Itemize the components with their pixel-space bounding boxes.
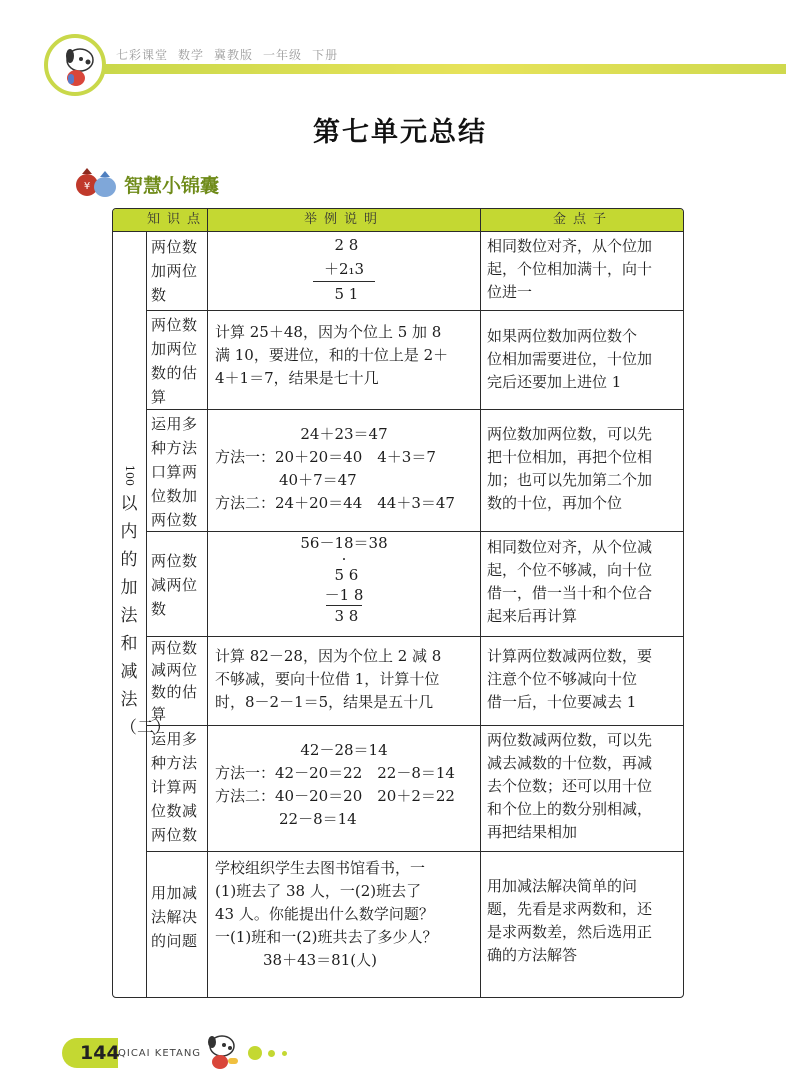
example-line: 一(1)班和一(2)班共去了多少人？ — [215, 928, 438, 946]
row-2-knowledge — [149, 313, 207, 409]
tip-line: 题，先看是求两数和，还 — [487, 900, 653, 918]
tip-line: 再把结果相加 — [487, 823, 578, 841]
header-subject: 数学 — [178, 48, 205, 62]
table-header — [113, 209, 683, 232]
example-line: 43 人。你能提出什么数学问题？ — [215, 905, 434, 923]
example-line: 56－18＝38 — [300, 534, 388, 552]
row-divider — [146, 636, 683, 637]
kp-line: 两位数 — [151, 826, 198, 844]
kp-line: 位数减 — [151, 802, 198, 820]
page-title: 第七单元总结 — [313, 117, 487, 148]
tip-line: 用加减法解决简单的问 — [487, 877, 638, 895]
tip-line: 起，个位不够减，向十位 — [487, 561, 653, 579]
dog-mascot-icon — [198, 1030, 246, 1072]
column-divider — [207, 209, 208, 997]
borrow-dot: · — [341, 550, 347, 568]
example-line: 24＋23＝47 — [300, 425, 388, 443]
header-volume: 下册 — [312, 48, 339, 62]
unit-number: 100 — [123, 465, 136, 486]
example-line: 22－8＝14 — [279, 810, 357, 828]
tip-line: 加；也可以先加第二个加 — [487, 471, 653, 489]
header-book-info — [116, 46, 348, 63]
row-1-example — [209, 233, 479, 306]
vertical-minuend: 5 6 — [329, 566, 359, 584]
kp-line: 种方法 — [151, 439, 198, 457]
kp-line: 减两位 — [151, 576, 198, 594]
example-line: 40＋7＝47 — [279, 471, 357, 489]
tip-line: 位进一 — [487, 283, 533, 301]
kp-line: 种方法 — [151, 754, 198, 772]
column-divider — [146, 231, 147, 997]
vertical-addend: 2 8 — [329, 236, 359, 254]
row-4-knowledge — [149, 549, 207, 621]
row-5-tip — [483, 645, 681, 714]
vertical-addend: ＋2₁3 — [323, 260, 365, 278]
kp-line: 两位数 — [151, 511, 198, 529]
row-7-example — [209, 857, 479, 972]
kp-line: 用加减 — [151, 884, 198, 902]
tip-line: 把十位相加，再把个位相 — [487, 448, 653, 466]
kp-line: 两位数 — [151, 238, 198, 256]
example-line: 方法二：24＋20＝44 44＋3＝47 — [215, 494, 455, 512]
tip-line: 起，个位相加满十，向十 — [487, 260, 653, 278]
decorative-dot — [248, 1046, 262, 1060]
kp-line: 两位数 — [151, 552, 198, 570]
tip-line: 注意个位不够减向十位 — [487, 670, 638, 688]
row-6-example — [209, 739, 479, 831]
example-line: 时，8－2－1＝5，结果是五十几 — [215, 693, 434, 711]
summary-table — [112, 208, 684, 998]
kp-line: 法解决 — [151, 908, 198, 926]
kp-line: 计算两 — [151, 778, 198, 796]
header-series: 七彩课堂 — [116, 48, 169, 62]
kp-line: 数 — [151, 600, 167, 618]
tip-line: 如果两位数加两位数个 — [487, 327, 638, 345]
example-line: 方法一：20＋20＝40 4＋3＝7 — [215, 448, 436, 466]
decorative-dot — [282, 1051, 287, 1056]
row-3-tip — [483, 423, 681, 515]
tip-line: 完后还要加上进位 1 — [487, 373, 622, 391]
row-1-tip — [483, 235, 681, 304]
kp-line: 口算两 — [151, 463, 198, 481]
row-divider — [146, 409, 683, 410]
example-line: 42－28＝14 — [300, 741, 388, 759]
tip-line: 去个位数；还可以用十位 — [487, 777, 653, 795]
tip-line: 借一后，十位要减去 1 — [487, 693, 637, 711]
example-line: 学校组织学生去图书馆看书，一 — [215, 859, 426, 877]
header-color-bar — [96, 64, 786, 74]
kp-line: 数的估 — [151, 683, 198, 701]
tip-line: 计算两位数减两位数，要 — [487, 647, 653, 665]
kp-line: 位数加 — [151, 487, 198, 505]
vertical-sum: 5 1 — [329, 285, 359, 303]
example-line: 方法二：40－20＝20 20＋2＝22 — [215, 787, 455, 805]
money-bag-icon — [74, 166, 120, 200]
unit-title-text: 以内的加法和减法（二） — [120, 494, 171, 738]
row-2-tip — [483, 325, 681, 394]
footer-brand: QICAI KETANG — [118, 1048, 202, 1059]
row-2-example — [209, 321, 479, 390]
kp-line: 运用多 — [151, 415, 198, 433]
kp-line: 两位数 — [151, 316, 198, 334]
tip-line: 起来后再计算 — [487, 607, 578, 625]
decorative-dot — [268, 1050, 275, 1057]
row-3-knowledge — [149, 412, 207, 532]
example-line: 计算 82－28，因为个位上 2 减 8 — [215, 647, 442, 665]
example-line: (1)班去了 38 人，一(2)班去了 — [215, 882, 422, 900]
tip-line: 相同数位对齐，从个位加 — [487, 237, 653, 255]
row-5-example — [209, 645, 479, 714]
row-5-knowledge — [149, 637, 207, 725]
column-divider — [480, 209, 481, 997]
tip-line: 借一，借一当十和个位合 — [487, 584, 653, 602]
tip-line: 减去减数的十位数，再减 — [487, 754, 653, 772]
example-line: 不够减，要向十位借 1，计算十位 — [215, 670, 440, 688]
kp-line: 算 — [151, 705, 167, 723]
vertical-subtrahend: －1 8 — [324, 586, 364, 604]
tip-line: 位相加需要进位，十位加 — [487, 350, 653, 368]
row-divider — [146, 531, 683, 532]
tip-line: 和个位上的数分别相减， — [487, 800, 653, 818]
column-header-tip: 金点子 — [552, 212, 613, 227]
tip-line: 相同数位对齐，从个位减 — [487, 538, 653, 556]
row-4-example — [209, 533, 479, 626]
example-line: 满 10，要进位，和的十位上是 2＋ — [215, 346, 449, 364]
section-title: 智慧小锦囊 — [124, 175, 220, 197]
example-line: 方法一：42－20＝22 22－8＝14 — [215, 764, 455, 782]
kp-line: 数的估 — [151, 364, 198, 382]
dog-mascot-icon — [54, 40, 104, 90]
tip-line: 数的十位，再加个位 — [487, 494, 623, 512]
kp-line: 数 — [151, 286, 167, 304]
kp-line: 运用多 — [151, 730, 198, 748]
row-6-knowledge — [149, 727, 207, 847]
row-3-example — [209, 423, 479, 515]
kp-line: 加两位 — [151, 262, 198, 280]
tip-line: 两位数减两位数，可以先 — [487, 731, 653, 749]
column-header-knowledge: 知识点 — [147, 212, 208, 227]
unit-title — [117, 465, 171, 742]
column-header-example: 举例说明 — [303, 212, 384, 227]
row-6-tip — [483, 729, 681, 844]
vertical-difference: 3 8 — [329, 607, 359, 625]
header-edition: 冀教版 — [214, 48, 254, 62]
row-divider — [146, 725, 683, 726]
header-grade: 一年级 — [263, 48, 303, 62]
row-1-knowledge — [149, 235, 207, 307]
tip-line: 是求两数差，然后选用正 — [487, 923, 653, 941]
row-4-tip — [483, 536, 681, 628]
svg-text:¥: ¥ — [83, 181, 91, 192]
example-line: 4＋1＝7，结果是七十几 — [215, 369, 379, 387]
row-7-tip — [483, 875, 681, 967]
example-line: 计算 25＋48，因为个位上 5 加 8 — [215, 323, 442, 341]
kp-line: 的问题 — [151, 932, 198, 950]
tip-line: 确的方法解答 — [487, 946, 578, 964]
tip-line: 两位数加两位数，可以先 — [487, 425, 653, 443]
kp-line: 算 — [151, 388, 167, 406]
row-divider — [146, 851, 683, 852]
example-line: 38＋43＝81(人) — [263, 951, 377, 969]
kp-line: 减两位 — [151, 661, 198, 679]
row-divider — [146, 310, 683, 311]
kp-line: 两位数 — [151, 639, 198, 657]
kp-line: 加两位 — [151, 340, 198, 358]
row-7-knowledge — [149, 881, 207, 953]
page-number: 144 — [80, 1042, 120, 1064]
